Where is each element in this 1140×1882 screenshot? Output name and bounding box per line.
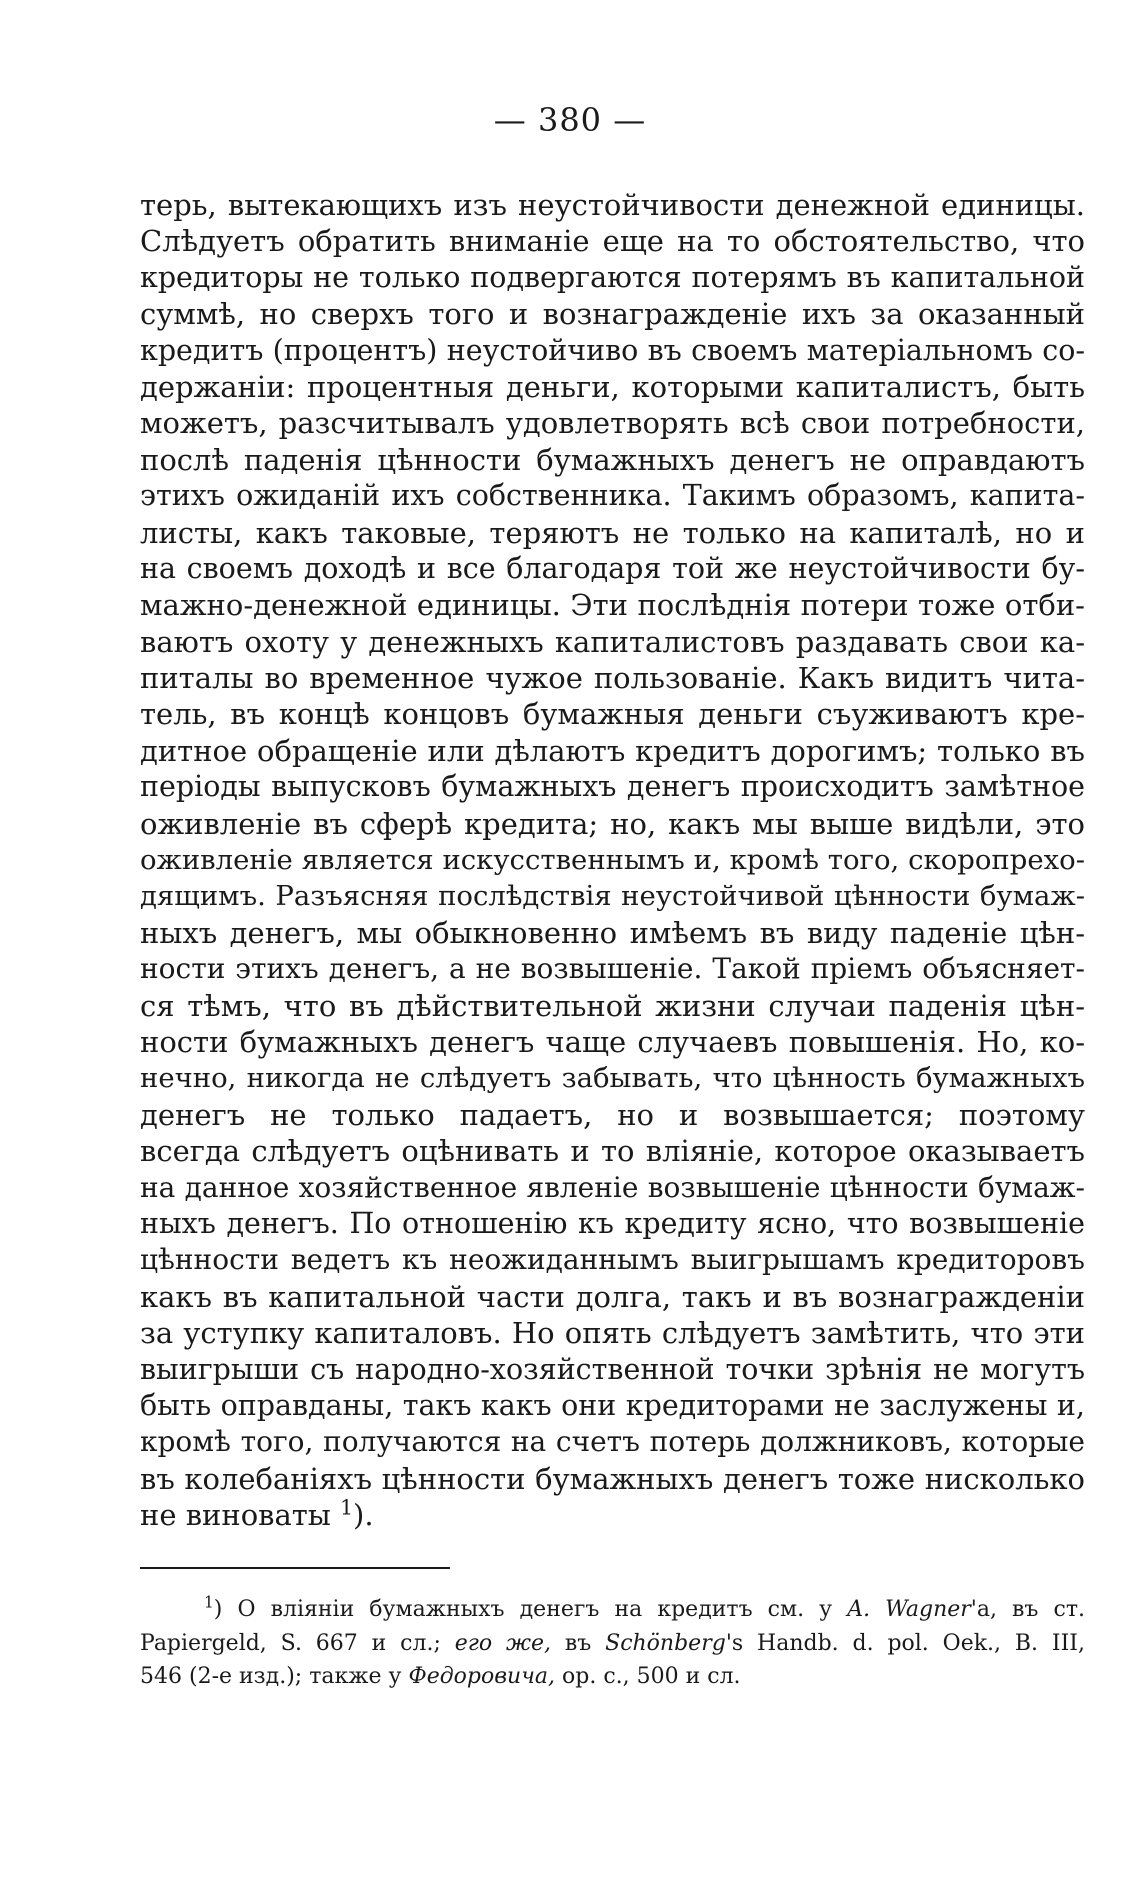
main-text [140,187,1085,1533]
text-line: ности бумажныхъ денегъ чаще случаевъ повышенія. Но, ко- [140,1024,1085,1059]
text-line: за уступку капиталовъ. Но опять слѣдуетъ замѣтить, что эти [140,1316,1085,1351]
text-line: оживленіе является искусственнымъ и, кромѣ того, скоропрехо- [140,844,1085,877]
footnote-text: въ [551,1630,606,1656]
footnote-text: op. c., 500 и сл. [555,1664,741,1689]
text-line: денегъ не только падаетъ, но и возвышается; поэтому [140,1097,1085,1132]
footnote-author: Федоровича, [408,1664,556,1689]
footnote-text: 546 (2-е изд.); также у [140,1664,409,1689]
footnote-reference[interactable]: 1 [340,1495,354,1520]
text-line: всегда слѣдуетъ оцѣнивать и то вліяніе, которое оказываетъ [140,1134,1085,1169]
footnote-text: 's Handb. d. pol. Oek., B. III, [725,1630,1085,1656]
footnote-text: ) О вліяніи бумажныхъ денегъ на кредитъ см. у [213,1597,848,1622]
text-line: этихъ ожиданій ихъ собственника. Такимъ образомъ, капита- [140,479,1085,513]
text-line: дящимъ. Разъясняя послѣдствія неустойчивой цѣнности бумаж- [140,880,1085,913]
text-line: тель, въ концѣ концовъ бумажныя деньги съуживаютъ кре- [140,697,1085,732]
text-line: ваютъ охоту у денежныхъ капиталистовъ раздавать свои ка- [140,624,1085,659]
page-number: — 380 — [493,101,647,139]
text-line-final: не виноваты [140,1498,331,1533]
footnote-divider [140,1567,450,1569]
text-line: быть оправданы, такъ какъ они кредиторами не заслужены и, [140,1388,1085,1422]
text-line: ныхъ денегъ. По отношенію къ кредиту ясно, что возвышеніе [140,1206,1085,1240]
text-line: цѣнности ведетъ къ неожиданнымъ выигрышамъ кредиторовъ [140,1243,1085,1277]
text-line: суммѣ, но сверхъ того и вознагражденіе ихъ за оказанный [140,297,1085,332]
footnote-line [140,1627,1085,1661]
footnote-line [140,1660,1085,1694]
text-line: кредитъ (процентъ) неустойчиво въ своемъ матеріальномъ со- [140,333,1085,367]
text-line: можетъ, разсчитывалъ удовлетворять всѣ свои потребности, [140,406,1085,441]
text-line: Слѣдуетъ обратить вниманіе еще на то обстоятельство, что [140,224,1085,259]
footnote-author: Schönberg [605,1630,726,1656]
text-line: ности этихъ денегъ, а не возвышеніе. Такой пріемъ объясняет- [140,952,1085,986]
text-line: питалы во временное чужое пользованіе. Какъ видитъ чита- [140,661,1085,696]
text-line: на своемъ доходѣ и все благодаря той же неустойчивости бу- [140,551,1085,585]
text-line: какъ въ капитальной части долга, такъ и въ вознагражденіи [140,1279,1085,1314]
footnote-italic: его же, [454,1630,552,1656]
text-line: дитное обращеніе или дѣлаютъ кредитъ дорогимъ; только въ [140,733,1085,768]
footnote [140,1593,1085,1694]
footnote-text: 'а, въ ст. [970,1597,1085,1622]
footnote-author: A. Wagner [847,1597,971,1622]
text-line: періоды выпусковъ бумажныхъ денегъ происходитъ замѣтное [140,770,1085,804]
footnote-marker: 1 [204,1593,214,1612]
text-line: терь, вытекающихъ изъ неустойчивости денежной единицы. [140,188,1085,222]
text-line: кромѣ того, получаются на счетъ потерь должниковъ, которые [140,1425,1085,1459]
footnote-line [140,1593,1085,1627]
text-line: ся тѣмъ, что въ дѣйствительной жизни случаи паденія цѣн- [140,988,1085,1023]
text-line-end: ). [353,1498,374,1533]
text-line-last [140,1497,1085,1533]
footnote-text: Papiergeld, S. 667 и сл.; [140,1630,455,1656]
text-line: мажно-денежной единицы. Эти послѣднія потери тоже отби- [140,588,1085,623]
text-line: кредиторы не только подвергаются потерямъ въ капитальной [140,260,1085,294]
text-line: въ колебаніяхъ цѣнности бумажныхъ денегъ тоже нисколько [140,1461,1085,1496]
text-line: ныхъ денегъ, мы обыкновенно имѣемъ въ виду паденіе цѣн- [140,915,1085,950]
text-line: нечно, никогда не слѣдуетъ забывать, что цѣнность бумажныхъ [140,1062,1085,1095]
text-line: листы, какъ таковые, теряютъ не только на капиталѣ, но и [140,515,1085,550]
text-line: послѣ паденія цѣнности бумажныхъ денегъ не оправдаютъ [140,442,1085,477]
text-line: на данное хозяйственное явленіе возвышеніе цѣнности бумаж- [140,1170,1085,1204]
text-line: выигрыши съ народно-хозяйственной точки зрѣнія не могутъ [140,1352,1085,1386]
text-line: держаніи: процентныя деньги, которыми капиталистъ, быть [140,369,1085,404]
text-line: оживленіе въ сферѣ кредита; но, какъ мы выше видѣли, это [140,806,1085,841]
